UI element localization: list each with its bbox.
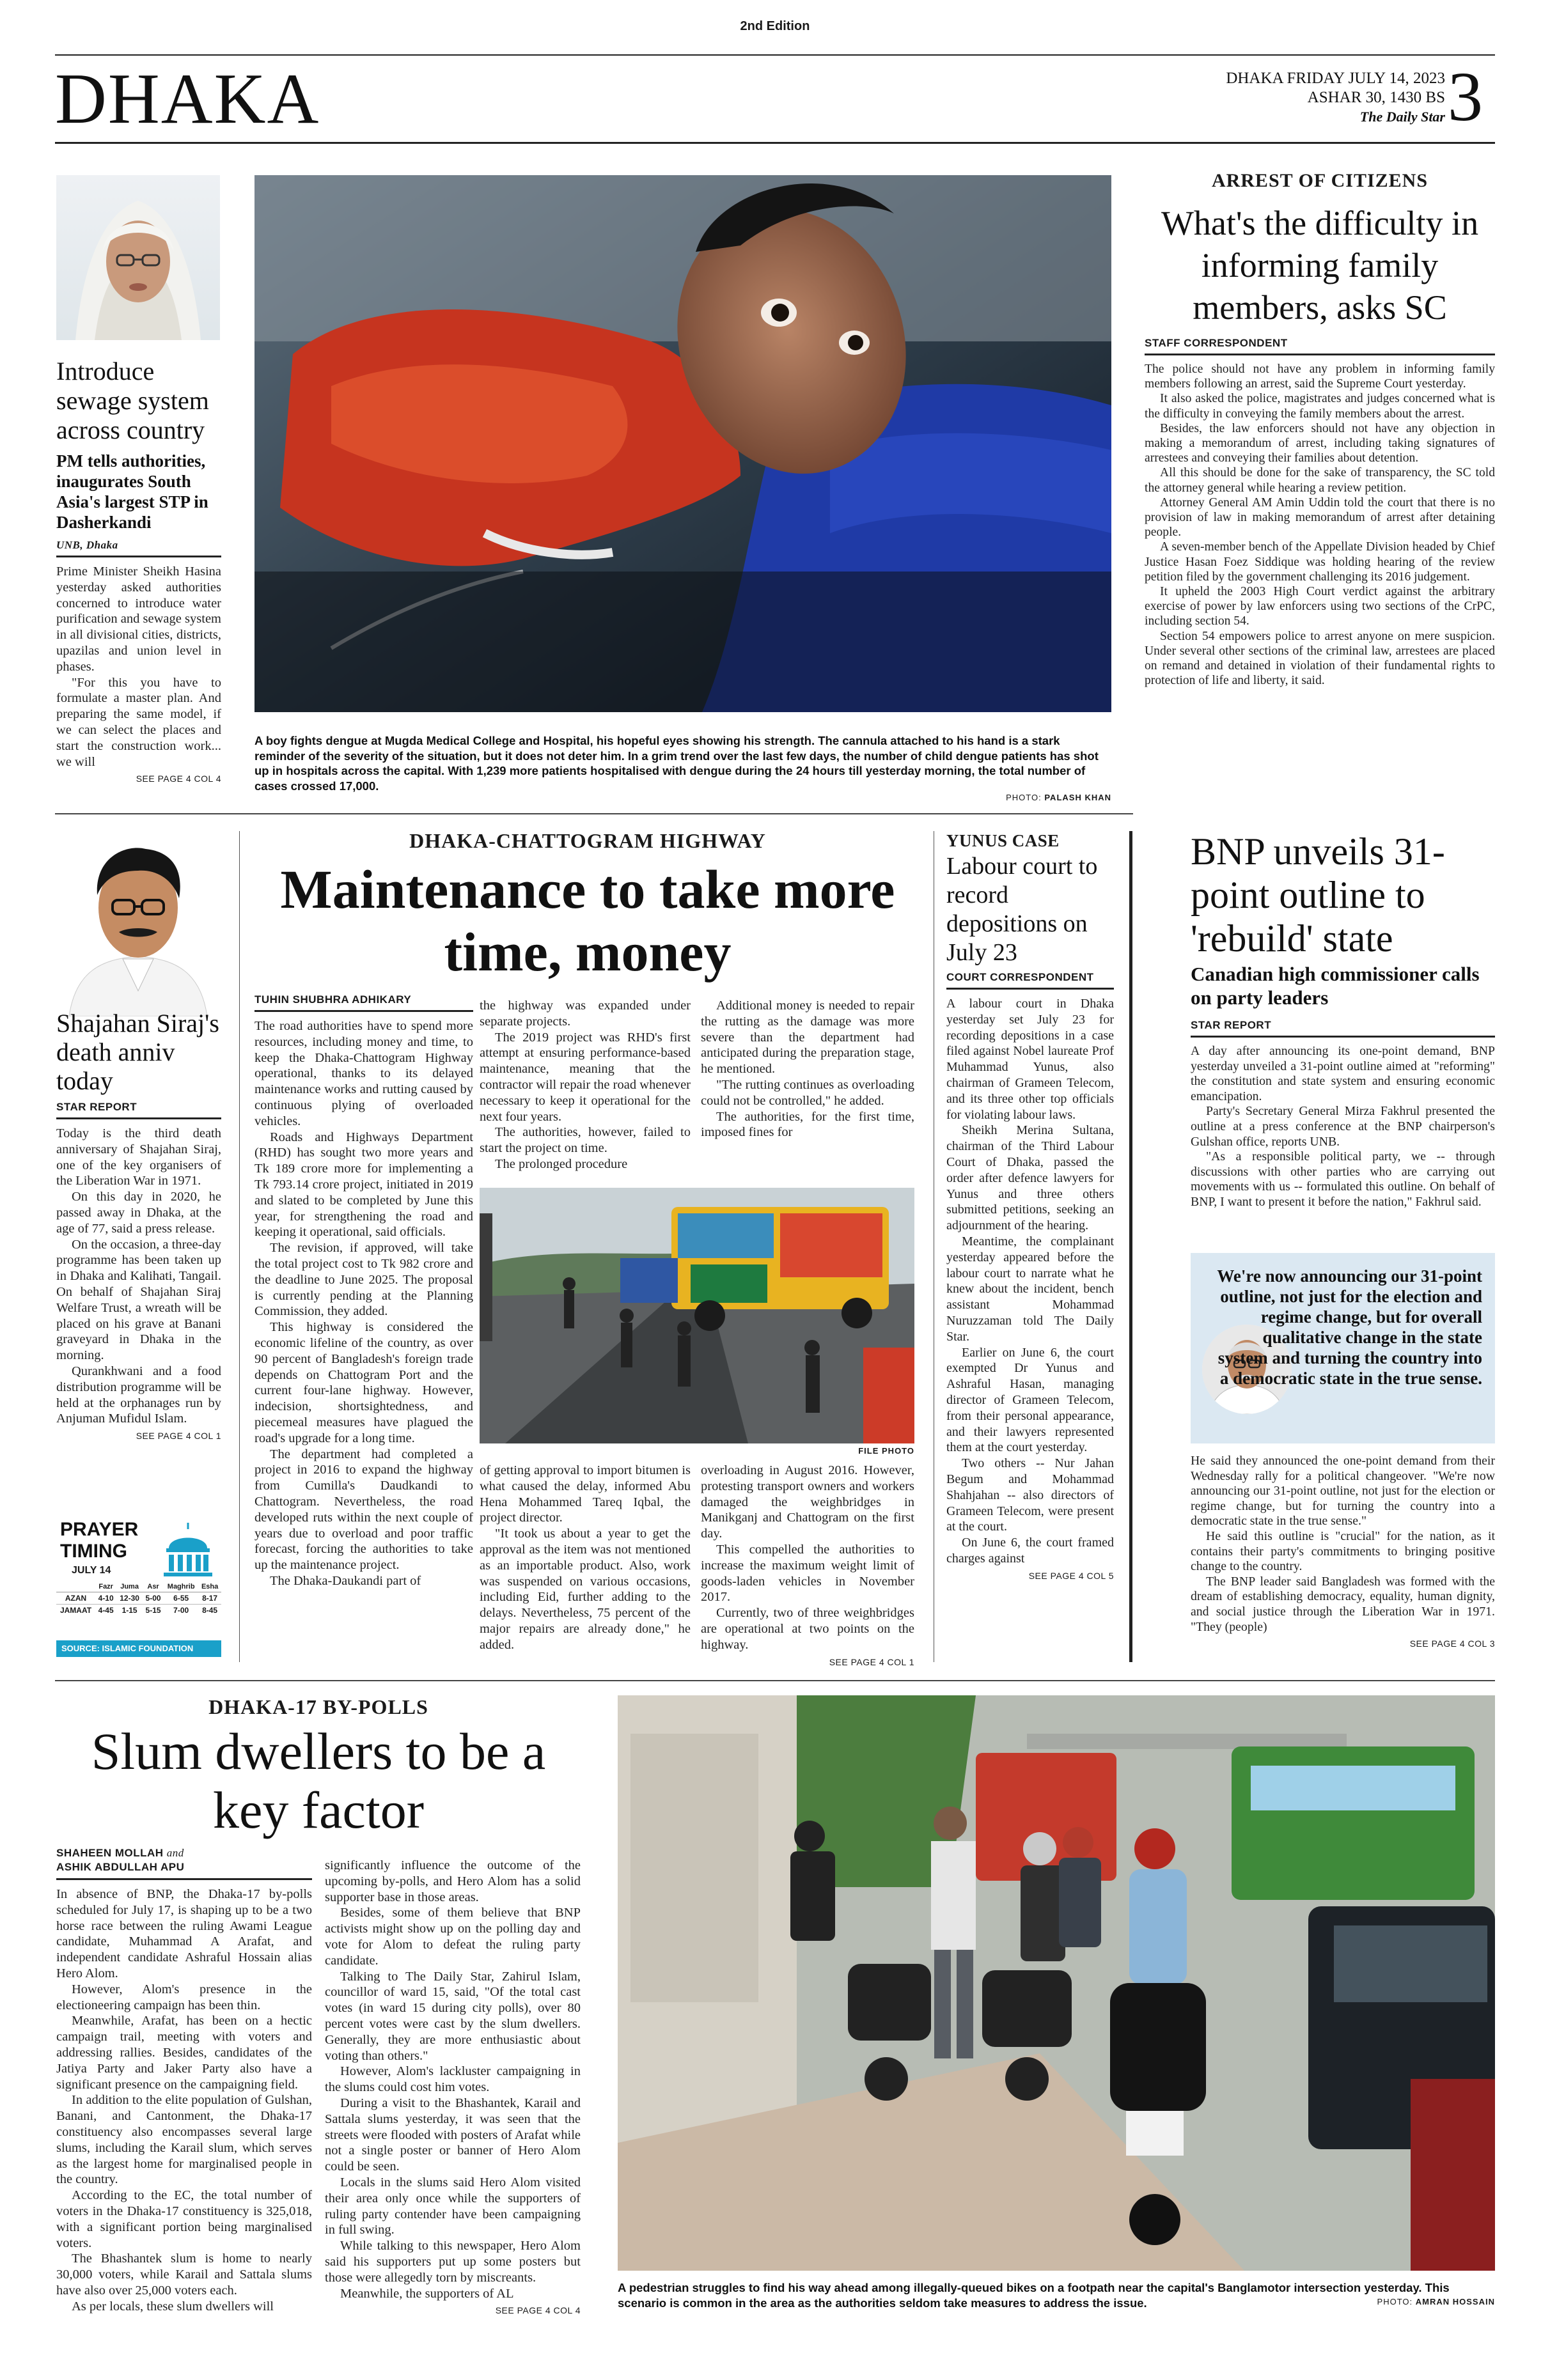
paragraph: Today is the third death anniversary of Shajahan Siraj, one of the key organisers of the Liberation War in 1971. <box>56 1126 221 1188</box>
paragraph: According to the EC, the total number of voters in the Dhaka-17 constituency is 325,018, with a significant portion being marginalised voters. <box>56 2188 312 2250</box>
paragraph: significantly influence the outcome of the upcoming by-polls, and Hero Alom has a solid supporter base in those areas. <box>325 1858 581 1904</box>
dateline-date: DHAKA FRIDAY JULY 14, 2023 <box>1226 70 1445 87</box>
paragraph: Besides, the law enforcers should not have any objection in making a memorandum of arrest, including taking signatures of arrestees and conveying their families about detention. <box>1145 421 1495 465</box>
paragraph: Meanwhile, Arafat, has been on a hectic campaign trail, meeting with voters and addressing rallies. Besides, candidates of the Jatiya Party and Jaker Party also have a significant presence on the campaigning field. <box>56 2014 312 2092</box>
mosque-icon <box>161 1520 215 1578</box>
paragraph: On June 6, the court framed charges against <box>946 1536 1114 1566</box>
highway-col1 <box>254 993 473 1589</box>
yunus-kicker: YUNUS CASE <box>946 831 1060 850</box>
arrest-kicker: ARREST OF CITIZENS <box>1211 170 1429 191</box>
paragraph: Attorney General AM Amin Uddin told the court that there is no provision of law in making memorandum of arrest after detaining people. <box>1145 495 1495 540</box>
credit-label: PHOTO: <box>1006 793 1042 802</box>
prayer-cell: 6-55 <box>173 1594 189 1603</box>
prayer-cell: 1-15 <box>121 1606 137 1615</box>
prayer-header-cell <box>56 1582 95 1592</box>
paragraph: A day after announcing its one-point demand, BNP yesterday unveiled a 31-point outline aimed at "reforming" the constitution and state system and ensuring economic emancipation. <box>1191 1044 1495 1103</box>
paragraph: While talking to this newspaper, Hero Alom said his supporters put up some posters but those were allegedly torn by miscreants. <box>325 2239 581 2285</box>
paragraph: The Bhashantek slum is home to nearly 30,000 voters, while Karail and Sattala slums have also over 25,000 voters each. <box>56 2252 312 2298</box>
paragraph: The road authorities have to spend more resources, including money and time, to keep the Dhaka-Chattogram Highway operational, thanks to its delayed maintenance works and rutting caused by continuous plying of overloaded vehicles. <box>254 1019 473 1128</box>
highway-headline: Maintenance to take more time, money <box>280 859 895 983</box>
highway-photo-illustration <box>480 1188 914 1443</box>
credit-name: AMRAN HOSSAIN <box>1415 2297 1495 2306</box>
yunus-jump: SEE PAGE 4 COL 5 <box>1028 1570 1114 1581</box>
credit-label: PHOTO: <box>1377 2297 1413 2306</box>
slum-body-col1 <box>56 1886 312 2315</box>
highway-photo <box>480 1188 914 1443</box>
prayer-source: SOURCE: ISLAMIC FOUNDATION <box>56 1640 221 1657</box>
arrest-byline: STAFF CORRESPONDENT <box>1145 337 1495 355</box>
paragraph: Currently, two of three weighbridges are operational at two points on the highway. <box>701 1606 914 1652</box>
paragraph: Earlier on June 6, the court exempted Dr Yunus and Ashraful Hasan, managing director of Grameen Telecom, from their personal appearance, and their lawyers represented them at the court yesterday. <box>946 1345 1114 1455</box>
paragraph: It also asked the police, magistrates and judges concerned what is the difficulty in conveying the family members about the arrest. <box>1145 392 1495 421</box>
slum-jump: SEE PAGE 4 COL 4 <box>495 2305 581 2316</box>
prayer-header-cell: Maghrib <box>164 1582 198 1592</box>
prayer-cell: 8-45 <box>202 1606 218 1615</box>
prayer-cell: 12-30 <box>120 1594 139 1603</box>
paragraph: On this day in 2020, he passed away in Dhaka, at the age of 77, said a press release. <box>56 1190 221 1236</box>
bnp-byline: STAR REPORT <box>1191 1019 1495 1038</box>
dengue-boy-photo <box>254 175 1111 712</box>
paragraph: Additional money is needed to repair the rutting as the damage was more severe than the department had anticipated during the preparation stage, he mentioned. <box>701 999 914 1077</box>
yunus-body <box>946 996 1114 1567</box>
slum-byline-and: and <box>166 1847 184 1859</box>
slum-headline: Slum dwellers to be a key factor <box>91 1722 546 1839</box>
bnp-headline: BNP unveils 31-point outline to 'rebuild' state <box>1191 830 1445 960</box>
prayer-title <box>60 1519 138 1562</box>
sewage-body <box>56 564 221 770</box>
paragraph: The authorities, for the first time, imposed fines for <box>701 1109 914 1140</box>
paragraph: Qurankhwani and a food distribution programme will be held at the orphanages run by Anjuman Mufidul Islam. <box>56 1364 221 1426</box>
paragraph: As per locals, these slum dwellers will <box>72 2299 274 2314</box>
paragraph: the highway was expanded under separate projects. <box>480 999 691 1029</box>
paragraph: Two others -- Nur Jahan Begum and Mohammad Shahjahan -- also directors of Grameen Telecom, were present at the court. <box>946 1456 1114 1534</box>
section-title: DHAKA <box>55 59 320 139</box>
slum-byline <box>56 1846 312 1880</box>
paragraph: All this should be done for the sake of transparency, the SC told the attorney general while hearing a review petition. <box>1145 466 1495 495</box>
lead-photo-caption: A boy fights dengue at Mugda Medical College and Hospital, his hopeful eyes showing his strength. The cannula attached to his hand is a stark reminder of the severity of the situation, but it does not deter him. In a grim trend over the last few days, the number of child dengue patients has shot up in hospitals across the capital. With 1,239 more patients hospitalised with dengue during the 24 hours till yesterday morning, the total number of cases crossed 17,000. <box>254 734 1099 793</box>
dateline <box>1189 69 1445 127</box>
paragraph: Talking to The Daily Star, Zahirul Islam, councillor of ward 15, said, "Of the total cast votes (in ward 15 during city polls), over 80 percent votes were cast by the slum dwellers. Generally, they are more enthusiastic about voting than others." <box>325 1969 581 2063</box>
prayer-title-line2: TIMING <box>60 1541 127 1562</box>
sewage-byline: UNB, Dhaka <box>56 539 221 557</box>
prayer-cell: 5-15 <box>145 1606 161 1615</box>
highway-body-col1 <box>254 1018 473 1589</box>
prayer-timing-box <box>56 1515 221 1661</box>
paragraph: This compelled the authorities to increase the maximum weight limit of goods-laden vehicles in November 2017. <box>701 1542 914 1605</box>
prayer-cell: 8-17 <box>202 1594 218 1603</box>
slum-byline-author2: ASHIK ABDULLAH APU <box>56 1861 185 1873</box>
pm-portrait-illustration <box>56 175 220 340</box>
bikes-photo-credit <box>1304 2297 1495 2306</box>
sewage-article <box>56 539 221 784</box>
bikes-photo-illustration <box>618 1695 1495 2271</box>
paragraph: A labour court in Dhaka yesterday set July 23 for recording depositions in a case filed against Nobel laureate Prof Muhammad Yunus, also chairman of Grameen Telecom, and its three other top officials for violating labour laws. <box>946 997 1114 1122</box>
yunus-byline: COURT CORRESPONDENT <box>946 971 1114 990</box>
prayer-cell: JAMAAT <box>59 1606 92 1615</box>
paragraph: The prolonged procedure <box>495 1156 628 1171</box>
paragraph: It upheld the 2003 High Court verdict against the arbitrary exercise of power by law enforcers using two sections of the CrPC, including section 54. <box>1145 585 1495 628</box>
paragraph: The police should not have any problem in informing family members following an arrest, said the Supreme Court yesterday. <box>1145 362 1495 391</box>
paragraph: of getting approval to import bitumen is what caused the delay, informed Abu Hena Mohammed Tareq Iqbal, the project director. <box>480 1463 691 1525</box>
slum-col1 <box>56 1846 312 2315</box>
highway-body-col3 <box>701 998 914 1140</box>
paragraph: In absence of BNP, the Dhaka-17 by-polls scheduled for July 17, is shaping up to be a two horse race between the ruling Awami League candidate, Muhammad A Arafat, and independent candidate Ashraful Hossain alias Hero Alom. <box>56 1887 312 1980</box>
prayer-header-row <box>56 1582 221 1592</box>
slum-kicker: DHAKA-17 BY-POLLS <box>208 1695 428 1718</box>
dengue-photo-illustration <box>254 175 1111 712</box>
prayer-table <box>56 1582 221 1616</box>
prayer-cell: AZAN <box>65 1594 87 1603</box>
paragraph: "The rutting continues as overloading could not be controlled," he added. <box>701 1077 914 1108</box>
prayer-header-cell: Esha <box>198 1582 221 1592</box>
shajahan-jump: SEE PAGE 4 COL 1 <box>136 1431 221 1442</box>
masthead-top-rule <box>55 54 1495 56</box>
shajahan-body <box>56 1126 221 1427</box>
bikes-photo-caption: A pedestrian struggles to find his way ahead among illegally-queued bikes on a footpath near the capital's Banglamotor intersection yesterday. This scenario is common in the area as the authorities seldom take measures to address the issue. <box>618 2281 1450 2310</box>
paragraph: Prime Minister Sheikh Hasina yesterday asked authorities concerned to introduce water purification and sewage system in all divisional cities, districts, upazilas and union level in phases. <box>56 564 221 674</box>
paragraph: However, Alom's presence in the electioneering campaign has been thin. <box>56 1982 312 2012</box>
bnp-article-cont <box>1191 1454 1495 1649</box>
middle-band-rule <box>55 813 1133 814</box>
highway-body-col2b <box>480 1463 691 1653</box>
slum-byline-author1: SHAHEEN MOLLAH <box>56 1847 164 1859</box>
bnp-body-cont <box>1191 1454 1495 1635</box>
paragraph: In addition to the elite population of Gulshan, Banani, and Cantonment, the Dhaka-17 constituency also encompasses several large slums, including the Karail slum, which serves as the largest home for marginalised people in the country. <box>56 2093 312 2187</box>
masthead-bottom-rule <box>55 142 1495 144</box>
paragraph: This highway is considered the economic lifeline of the country, as over 90 percent of Bangladesh's foreign trade depends on Chattogram Port and the current four-lane highway. However, indecision, shortsightedness, and piecemeal measures have plagued the road's upgrade for a long time. <box>254 1320 473 1445</box>
paragraph: "It took us about a year to get the approval as the item was not mentioned as an importable product. Also, work was suspended on various occasions, including Eid, further adding to the delays. Nevertheless, 75 percent of the major repairs are already done," he added. <box>480 1527 691 1652</box>
prayer-cell: 4-10 <box>98 1594 114 1603</box>
slum-body-col2 <box>325 1858 581 2301</box>
paragraph: The revision, if approved, will take the total project cost to Tk 982 crore and the deadline to June 2025. The proposal is currently pending at the Planning Commission, they added. <box>254 1241 473 1319</box>
prayer-azan-row <box>56 1592 221 1605</box>
paragraph: He said this outline is "crucial" for the nation, as it contains their party's commitments to bringing positive change to the country. <box>1191 1528 1495 1574</box>
edition-label: 2nd Edition <box>740 19 810 33</box>
bottom-band-rule <box>55 1680 1495 1681</box>
prayer-cell: 4-45 <box>98 1606 114 1615</box>
paragraph: "As a responsible political party, we -- through discussions with other parties who are carrying out movements with us -- formulated this outline. On behalf of BNP, I want to present it before the nation," Fakhrul said. <box>1191 1149 1495 1209</box>
highway-jump: SEE PAGE 4 COL 1 <box>829 1656 914 1667</box>
bnp-body <box>1191 1044 1495 1210</box>
shajahan-byline: STAR REPORT <box>56 1101 221 1119</box>
prayer-date: JULY 14 <box>72 1565 111 1576</box>
paragraph: The authorities, however, failed to start the project on time. <box>480 1125 691 1156</box>
prayer-cell: 7-00 <box>173 1606 189 1615</box>
prayer-cell: 5-00 <box>145 1594 161 1603</box>
prayer-jamaat-row <box>56 1605 221 1617</box>
paragraph: The department had completed a project in 2016 to expand the highway from Cumilla's Daudkandi to Chattogram. Nevertheless, the road developed ruts within the next couple of years due to overload and poor traffic forecast, forcing the authorities to take up the maintenance project. <box>254 1447 473 1573</box>
paragraph: Section 54 empowers police to arrest anyone on mere suspicion. Under several other sections of the criminal law, arrestees are placed on remand and detained in violation of their fundamental rights to protection of life and liberty, it said. <box>1145 629 1495 688</box>
prayer-header-cell: Asr <box>143 1582 164 1592</box>
arrest-article <box>1145 337 1495 688</box>
bnp-quote-box <box>1191 1253 1495 1443</box>
yunus-article <box>946 831 1114 1581</box>
shajahan-portrait <box>56 831 220 1016</box>
bnp-article <box>1191 1019 1495 1210</box>
bnp-subhead: Canadian high commissioner calls on party leaders <box>1191 963 1480 1009</box>
highway-kicker: DHAKA-CHATTOGRAM HIGHWAY <box>409 829 766 852</box>
highway-byline: TUHIN SHUBHRA ADHIKARY <box>254 993 473 1012</box>
column-rule <box>239 831 240 1662</box>
shajahan-article <box>56 1101 221 1441</box>
prayer-header-cell: Juma <box>116 1582 143 1592</box>
paragraph: Locals in the slums said Hero Alom visited their area only once while the supporters of ruling party contender have been campaigning in full swing. <box>325 2175 581 2237</box>
credit-name: PALASH KHAN <box>1044 793 1111 802</box>
sewage-headline: Introduce sewage system across country <box>56 357 209 444</box>
prayer-title-line1: PRAYER <box>60 1519 139 1540</box>
paragraph: Meanwhile, the supporters of AL <box>340 2286 514 2301</box>
paragraph: The Dhaka-Daukandi part of <box>270 1573 421 1588</box>
page-number: 3 <box>1448 58 1483 136</box>
sewage-subhead: PM tells authorities, inaugurates South Asia's largest STP in Dasherkandi <box>56 451 208 532</box>
arrest-headline: What's the difficulty in informing family members, asks SC <box>1161 204 1479 327</box>
paragraph: Party's Secretary General Mirza Fakhrul presented the outline at a press conference at the BNP chairperson's Gulshan office, reports UNB. <box>1191 1104 1495 1149</box>
paragraph: Roads and Highways Department (RHD) has sought two more years and Tk 189 crore more for implementing a Tk 793.14 crore project, initiated in 2019 and slated to be completed by June this year, for strengthening the road and keeping it operational, said officials. <box>254 1130 473 1240</box>
highway-body-col2 <box>480 998 691 1172</box>
dateline-bangla: ASHAR 30, 1430 BS <box>1307 89 1445 106</box>
paragraph: The BNP leader said Bangladesh was formed with the dream of establishing democracy, equality, human dignity, and social justice through the Liberation War in 1971. "They (people) <box>1191 1574 1495 1634</box>
paragraph: During a visit to the Bhashantek, Karail and Sattala slums yesterday, it was seen that the streets were flooded with posters of Arafat while not a single poster or banner of Hero Alom could be seen. <box>325 2096 581 2174</box>
lead-photo-credit <box>959 793 1111 802</box>
shajahan-headline: Shajahan Siraj's death anniv today <box>56 1009 219 1095</box>
paragraph: "For this you have to formulate a master plan. And preparing the same model, if we can select the places and start the construction work... we will <box>56 675 221 769</box>
paragraph: Sheikh Merina Sultana, chairman of the Third Labour Court of Dhaka, passed the order after defence lawyers for Yunus and three others submitted petitions, seeking an adjournment of the hearing. <box>946 1123 1114 1233</box>
paragraph: The 2019 project was RHD's first attempt at ensuring performance-based maintenance, meaning that the contractor will repair the road whenever necessary to keep it operational for the next four years. <box>480 1030 691 1124</box>
highway-body-col3b <box>701 1463 914 1653</box>
bnp-jump: SEE PAGE 4 COL 3 <box>1409 1638 1495 1649</box>
pm-portrait <box>56 175 220 340</box>
paragraph: Meantime, the complainant yesterday appeared before the labour court to narrate what he knew about the incident, bench assistant Mohammad Nuruzzaman told The Daily Star. <box>946 1234 1114 1344</box>
slum-col2 <box>325 1858 581 2315</box>
paragraph: On the occasion, a three-day programme has been taken up in Dhaka and Kalihati, Tangail. On behalf of Shajahan Siraj Welfare Trust, a wreath will be placed on his grave at Banani graveyard in Dhaka in the morning. <box>56 1237 221 1363</box>
bnp-pull-quote: We're now announcing our 31-point outline, not just for the election and regime change, but for overall qualitative change in the state system and turning the country into a democratic state in the true sense. <box>1217 1266 1482 1388</box>
paragraph: overloading in August 2016. However, protesting transport owners and workers damaged the weighbridges in Manikganj and Chattogram on the first day. <box>701 1463 914 1541</box>
highway-col3b <box>701 1463 914 1667</box>
paragraph: However, Alom's lackluster campaigning in the slums could cost him votes. <box>325 2064 581 2095</box>
bikes-photo <box>618 1695 1495 2271</box>
section-divider <box>1129 831 1132 1662</box>
prayer-header-cell: Fazr <box>95 1582 116 1592</box>
highway-photo-credit: FILE PHOTO <box>858 1446 914 1456</box>
arrest-body <box>1145 362 1495 688</box>
paragraph: He said they announced the one-point demand from their Wednesday rally for a political changeover. "We're now announcing our 31-point outline, not just for the election or regime change, but for turning the country into a democratic state in the true sense." <box>1191 1454 1495 1528</box>
paper-logo: The Daily Star <box>1359 109 1445 125</box>
paragraph: A seven-member bench of the Appellate Division headed by Chief Justice Hasan Foez Siddique was holding hearing of the review petition filed by the government challenging its 2016 judgement. <box>1145 540 1495 584</box>
sewage-jump: SEE PAGE 4 COL 4 <box>136 774 221 784</box>
paragraph: Besides, some of them believe that BNP activists might show up on the polling day and vote for Alom to defeat the ruling party candidate. <box>325 1906 581 1968</box>
yunus-headline: Labour court to record depositions on July 23 <box>946 853 1098 966</box>
shajahan-portrait-illustration <box>56 831 220 1016</box>
